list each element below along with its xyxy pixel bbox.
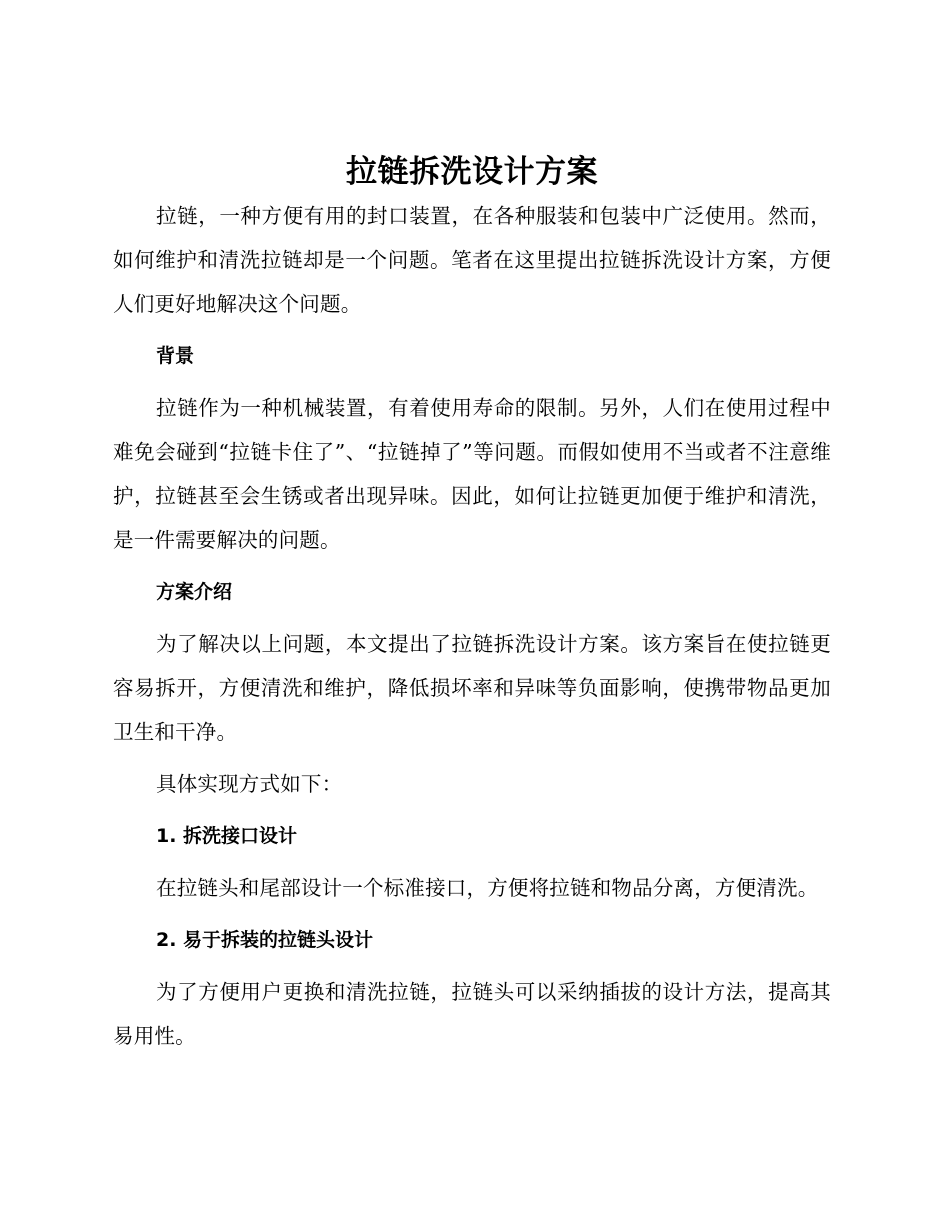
spacer: [113, 378, 831, 386]
spacer: [113, 858, 831, 866]
section-heading-plan: 方案介绍: [156, 581, 233, 603]
document-body: [113, 150, 831, 1058]
spacer: [113, 962, 831, 970]
background-paragraph: 拉链作为一种机械装置，有着使用寿命的限制。另外，人们在使用过程中难免会碰到“拉链卡住了”、“拉链掉了”等问题。而假如使用不当或者不注意维护，拉链甚至会生锈或者出现异味。因此，如何让拉链更加便于维护和清洗，是一件需要解决的问题。: [113, 396, 831, 552]
plan-lead-paragraph: 具体实现方式如下：: [156, 772, 343, 796]
item-heading-1: 1. 拆洗接口设计: [156, 825, 298, 847]
spacer: [113, 910, 831, 918]
plan-paragraph: 为了解决以上问题，本文提出了拉链拆洗设计方案。该方案旨在使拉链更容易拆开，方便清洗和维护，降低损坏率和异味等负面影响，使携带物品更加卫生和干净。: [113, 632, 831, 744]
spacer: [113, 326, 831, 334]
item-paragraph-1: 在拉链头和尾部设计一个标准接口，方便将拉链和物品分离，方便清洗。: [156, 876, 819, 900]
spacer: [113, 614, 831, 622]
intro-paragraph: 拉链，一种方便有用的封口装置，在各种服装和包装中广泛使用。然而，如何维护和清洗拉链却是一个问题。笔者在这里提出拉链拆洗设计方案，方便人们更好地解决这个问题。: [113, 204, 831, 316]
section-heading-background: 背景: [156, 345, 195, 367]
item-paragraph-2: 为了方便用户更换和清洗拉链，拉链头可以采纳插拔的设计方法，提高其易用性。: [113, 980, 831, 1048]
spacer: [113, 806, 831, 814]
spacer: [113, 562, 831, 570]
document-title: 拉链拆洗设计方案: [346, 154, 598, 190]
item-heading-2: 2. 易于拆装的拉链头设计: [156, 929, 374, 951]
spacer: [113, 754, 831, 762]
